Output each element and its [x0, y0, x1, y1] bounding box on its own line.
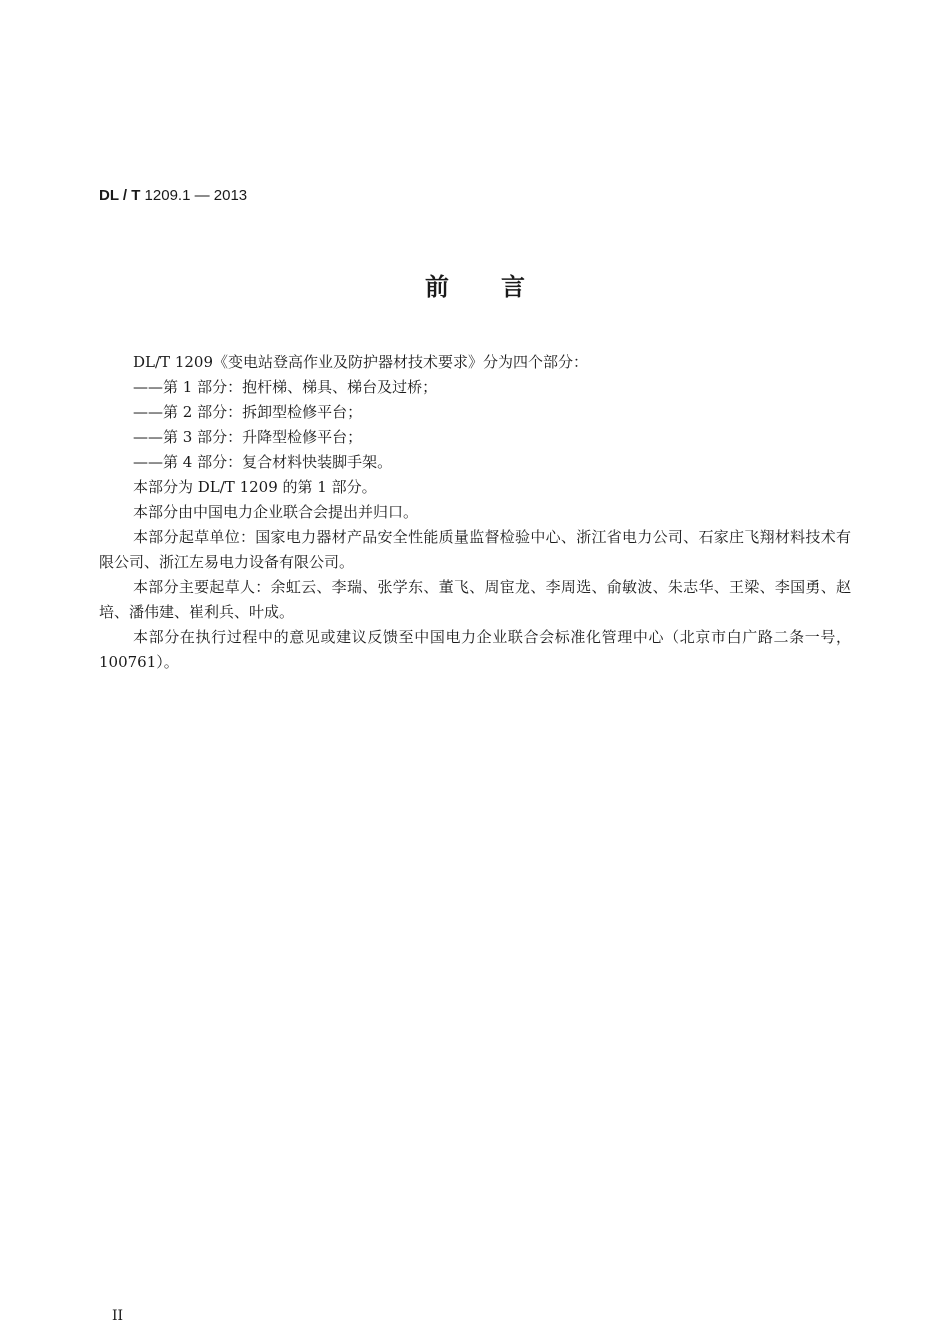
- list-item-part-3: ——第 3 部分：升降型检修平台；: [133, 428, 363, 446]
- page-title: 前言: [425, 273, 577, 301]
- paragraph-intro: DL/T 1209《变电站登高作业及防护器材技术要求》分为四个部分：: [133, 353, 588, 371]
- paragraph-drafters: 本部分主要起草人：余虹云、李瑞、张学东、董飞、周宦龙、李周选、俞敏波、朱志华、王梁、李国勇、赵培、潘伟建、崔利兵、叶成。: [99, 578, 851, 621]
- standard-code-number: 1209.1 — 2013: [140, 187, 248, 204]
- standard-code: [99, 186, 247, 206]
- list-item-part-2: ——第 2 部分：拆卸型检修平台；: [133, 403, 363, 421]
- standard-code-prefix: DL / T: [99, 187, 141, 204]
- list-item-part-1: ——第 1 部分：抱杆梯、梯具、梯台及过桥；: [133, 378, 438, 396]
- paragraph-part-statement: 本部分为 DL/T 1209 的第 1 部分。: [133, 478, 377, 496]
- page-number: II: [112, 1308, 124, 1324]
- list-item-part-4: ——第 4 部分：复合材料快装脚手架。: [133, 453, 393, 471]
- paragraph-drafting-units: 本部分起草单位：国家电力器材产品安全性能质量监督检验中心、浙江省电力公司、石家庄飞翔材料技术有限公司、浙江左易电力设备有限公司。: [99, 528, 851, 571]
- paragraph-feedback: 本部分在执行过程中的意见或建议反馈至中国电力企业联合会标准化管理中心（北京市白广路二条一号，100761）。: [99, 628, 851, 671]
- paragraph-proposer: 本部分由中国电力企业联合会提出并归口。: [133, 503, 419, 521]
- foreword-body: [99, 350, 851, 675]
